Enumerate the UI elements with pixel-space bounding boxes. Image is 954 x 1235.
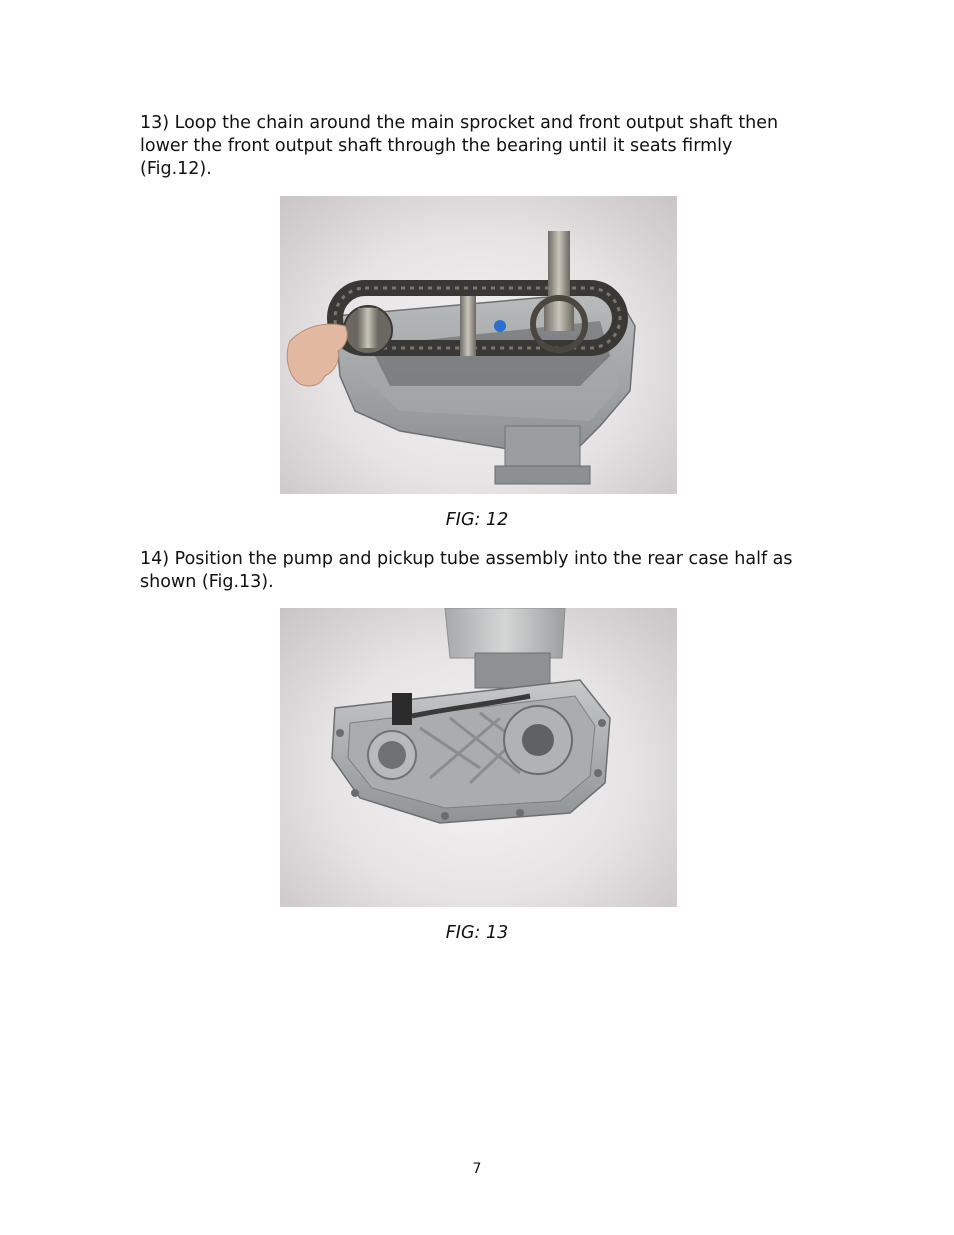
step-13-text: 13) Loop the chain around the main sprocket and front output shaft then lower the front output shaft through the bearing until it seats firmly (Fig.12). [140, 113, 779, 179]
page-number: 7 [472, 1161, 482, 1177]
figure-13-photo [280, 608, 677, 907]
figure-13-caption: FIG: 13 [445, 923, 509, 943]
figure-12-photo [280, 196, 677, 494]
step-14-text: 14) Position the pump and pickup tube assembly into the rear case half as shown (Fig.13). [140, 549, 793, 592]
figure-12-caption: FIG: 12 [445, 510, 509, 530]
